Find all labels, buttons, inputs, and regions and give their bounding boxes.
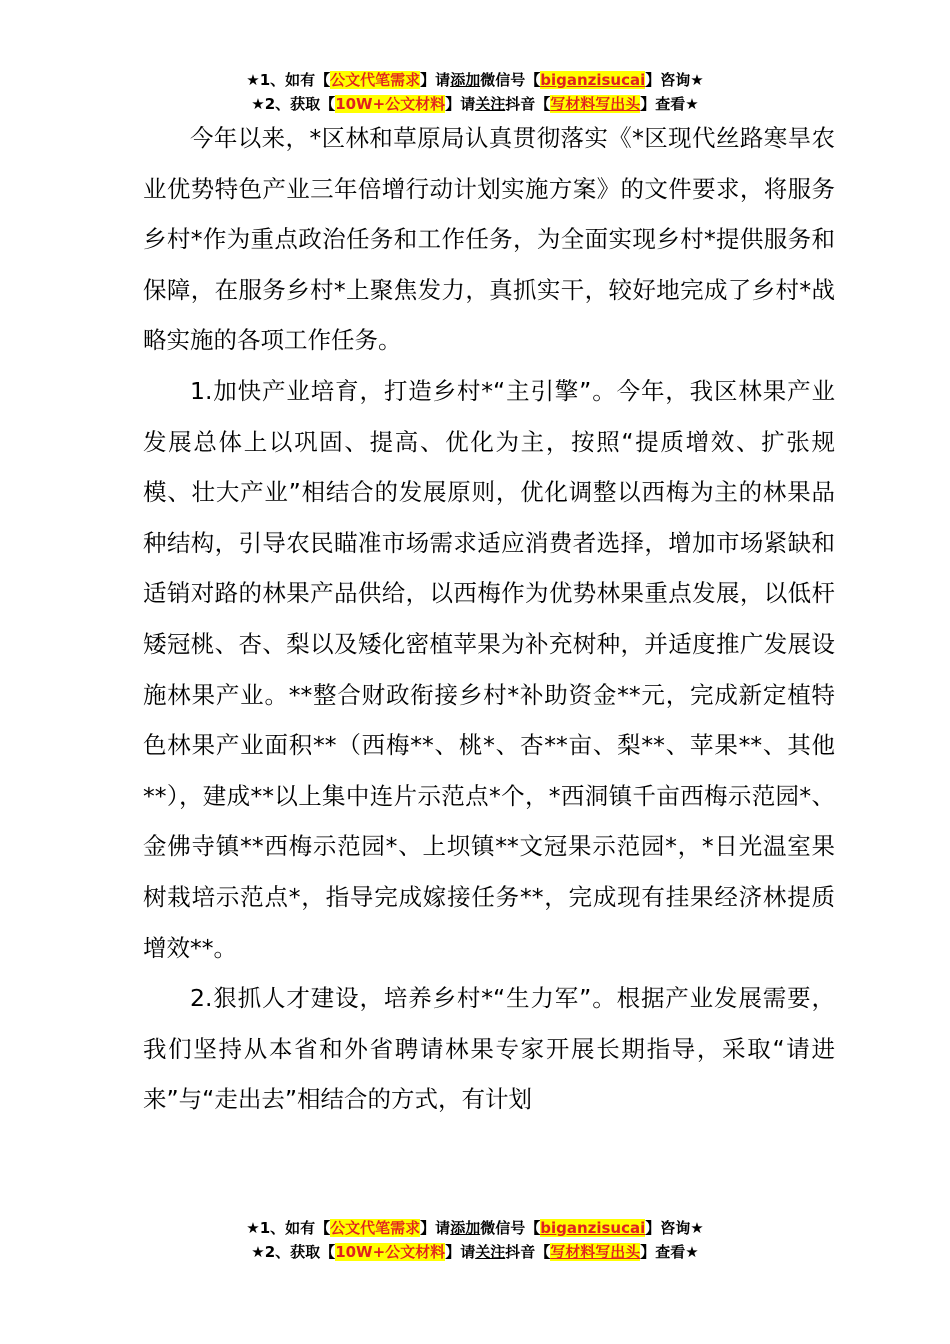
- paragraph-industry: 1.加快产业培育，打造乡村*“主引擎”。今年，我区林果产业发展总体上以巩固、提高、优化为主，按照“提质增效、扩张规模、壮大产业”相结合的发展原则，优化调整以西梅为主的林果品种结构，引导农民瞄准市场需求适应消费者选择，增加市场紧缺和适销对路的林果产品供给，以西梅作为优势林果重点发展，以低杆矮冠桃、杏、梨以及矮化密植苹果为补充树种，并适度推广发展设施林果产业。**整合财政衔接乡村*补助资金**元，完成新定植特色林果产业面积**（西梅**、桃*、杏**亩、梨**、苹果**、其他**），建成**以上集中连片示范点*个，*西洞镇千亩西梅示范园*、金佛寺镇**西梅示范园*、上坝镇**文冠果示范园*，*日光温室果树栽培示范点*，指导完成嫁接任务**，完成现有挂果经济林提质增效**。: [143, 376, 835, 962]
- promo-banner-top: [0, 68, 950, 116]
- promo-line-2: ★2、获取【10W+公文材料】请关注抖音【写材料写出头】查看★: [251, 1243, 699, 1261]
- wechat-id-link[interactable]: biganzisucai: [540, 71, 646, 89]
- highlight-materials: 10W+公文材料: [335, 1243, 446, 1261]
- wechat-id-link[interactable]: biganzisucai: [540, 1219, 646, 1237]
- promo-line-1: ★1、如有【公文代笔需求】请添加微信号【biganzisucai】咨询★: [246, 1219, 704, 1237]
- paragraph-intro: 今年以来，*区林和草原局认真贯彻落实《*区现代丝路寒旱农业优势特色产业三年倍增行动计划实施方案》的文件要求，将服务乡村*作为重点政治任务和工作任务，为全面实现乡村*提供服务和保障，在服务乡村*上聚焦发力，真抓实干，较好地完成了乡村*战略实施的各项工作任务。: [143, 124, 835, 355]
- document-body: [143, 113, 835, 1125]
- promo-line-1: ★1、如有【公文代笔需求】请添加微信号【biganzisucai】咨询★: [246, 71, 704, 89]
- promo-banner-bottom: [0, 1216, 950, 1264]
- highlight-materials: 10W+公文材料: [335, 95, 446, 113]
- highlight-service: 公文代笔需求: [330, 1219, 421, 1237]
- douyin-account-link[interactable]: 写材料写出头: [550, 1243, 641, 1261]
- highlight-service: 公文代笔需求: [330, 71, 421, 89]
- paragraph-talent: 2.狠抓人才建设，培养乡村*“生力军”。根据产业发展需要，我们坚持从本省和外省聘请林果专家开展长期指导，采取“请进来”与“走出去”相结合的方式，有计划: [143, 984, 835, 1114]
- douyin-account-link[interactable]: 写材料写出头: [550, 95, 641, 113]
- promo-line-2: ★2、获取【10W+公文材料】请关注抖音【写材料写出头】查看★: [251, 95, 699, 113]
